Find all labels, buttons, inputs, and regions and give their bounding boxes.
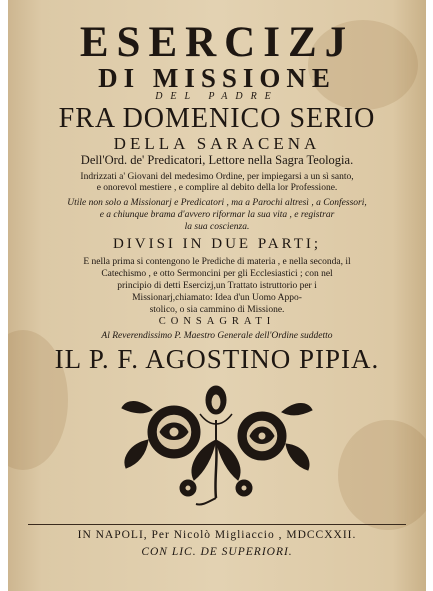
parts-description-line: Missionarj,chiamato: Idea d'un Uomo Appo- (132, 293, 302, 303)
author-order: Dell'Ord. de' Predicatori, Lettore nella Sagra Teologia. (80, 153, 354, 167)
parts-description-line: stolico, o sia cammino di Missione. (149, 305, 285, 315)
author-origin: DELLA SARACENA (113, 134, 321, 153)
del-padre-line: DEL PADRE (155, 91, 279, 102)
dedication-line: Al Reverendissimo P. Maestro Generale dell'Ordine suddetto (101, 331, 333, 341)
imprint-rule (28, 524, 406, 525)
utile-line: Utile non solo a Missionarj e Predicatori , ma a Parochi altresì , a Confessori, (67, 198, 367, 208)
utile-line: e a chiunque brama d'avvero riformar la sua vita , e registrar (99, 210, 335, 220)
parts-description-line: Catechismo , e otto Sermoncini per gli Ecclesiastici ; con nel (101, 269, 333, 279)
parts-description-line: E nella prima si contengono le Prediche di materia , e nella seconda, il (83, 257, 351, 267)
indrizzati-line: Indrizzati a' Giovani del medesimo Ordine, per impiegarsi a un sì santo, (80, 172, 354, 182)
author-name: FRA DOMENICO SERIO (58, 103, 376, 134)
floral-ornament-icon (116, 380, 316, 510)
imprint-line: IN NAPOLI, Per Nicolò Migliaccio , MDCCXXII. (77, 529, 357, 541)
dedicatee-name: IL P. F. AGOSTINO PIPIA. (54, 344, 380, 374)
book-title: ESERCIZJ (79, 19, 355, 66)
paper-stain (338, 420, 426, 530)
indrizzati-line: e onorevol mestiere , e complire al debito della lor Professione. (96, 183, 338, 193)
divisi-heading: DIVISI IN DUE PARTI; (112, 236, 322, 252)
consagrati-heading: CONSAGRATI (158, 316, 276, 327)
parts-description-line: principio di detti Esercizj,un Trattato istruttorio per i (117, 281, 317, 291)
licence-line: CON LIC. DE SUPERIORI. (141, 546, 293, 558)
book-subtitle: DI MISSIONE (98, 63, 336, 93)
utile-line: la sua coscienza. (184, 222, 250, 232)
title-page (8, 0, 426, 591)
